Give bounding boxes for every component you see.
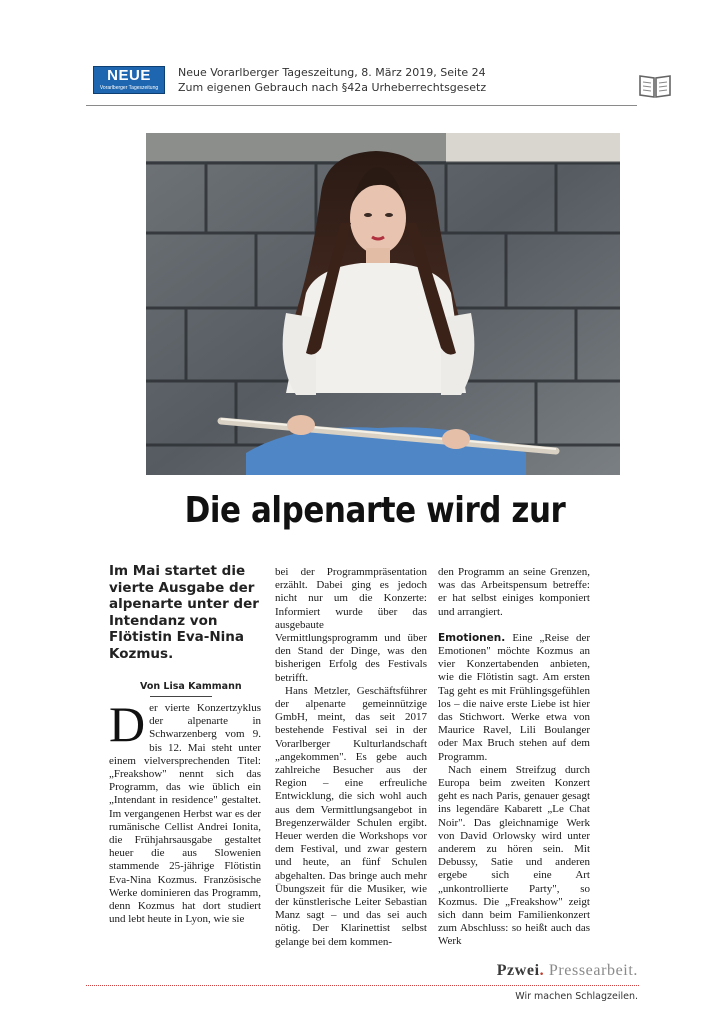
agency-slogan: Wir machen Schlagzeilen.	[515, 991, 638, 1002]
article-lead: Im Mai startet die vierte Ausgabe der alpenarte unter der Intendanz von Flötistin Eva-Nina Kozmus.	[109, 563, 259, 662]
column-2-paragraph-2: Hans Metzler, Geschäftsführer der alpenarte gemeinnützige GmbH, meint, das seit 2017 bestehende Festival sei in der Vorarlberger Kulturlandschaft „angekommen". Es gebe auch zahlreiche Besucher aus der Region – eine erfreuliche Entwicklung, die sich wohl auch aus dem Vermittlungsangebot in Bregenzerwälder Schulen ergibt. Heuer werden die Workshops vor dem Festival, und zwar gestern und heute, an fünf Schulen abgehalten. Das bringe auch mehr Übungszeit für die Musiker, wie der künstlerische Leiter Sebastian Manz sagt – und das sei auch nötig. Der Klarinettist selbst gelange bei dem kommen-	[275, 684, 427, 948]
article-headline: Die alpenarte wird zur	[184, 490, 566, 531]
article-byline: Von Lisa Kammann	[140, 681, 242, 692]
brand-suffix: Pressearbeit.	[544, 962, 638, 979]
footer-divider	[86, 985, 639, 986]
column-3-paragraph-1: den Programm an seine Grenzen, was das Arbeitspensum betreffe: er hat selbst einiges komponiert und arrangiert.	[438, 566, 590, 618]
header-divider	[86, 105, 637, 106]
column-2-paragraph-1: bei der Programmpräsentation erzählt. Dabei ging es jedoch nicht nur um die Konzerte: Informiert wurde über das ausgebaute Vermittlungsprogramm und über den Stand der Dinge, was den bisherigen Erfolg des Festivals betrifft.	[275, 566, 427, 684]
open-book-icon[interactable]	[638, 73, 672, 104]
column-1-text: er vierte Konzertzyklus der alpenarte in Schwarzenberg vom 9. bis 12. Mai steht unter einem vielversprechenden Titel: „Freakshow" nennt sich das Programm, das wie üblich ein „Intendant in residence" gestaltet. Im vergangenen Herbst war es der rumänische Cellist Andrei Ionita, die Frühjahrsausgabe gestaltet heuer die aus Slowenien stammende 25-jährige Flötistin Eva-Nina Kozmus. Französische Werke dominieren das Programm, denn Kozmus hat dort studiert und lebt heute in Lyon, wie sie	[109, 702, 261, 926]
article-body-column-1	[109, 696, 261, 926]
newspaper-logo	[93, 66, 165, 94]
logo-subtitle: Vorarlberger Tageszeitung	[99, 85, 159, 91]
column-3-paragraph-3: Nach einem Streifzug durch Europa beim zweiten Konzert geht es nach Paris, genauer gesagt ins legendäre Kabarett „Le Chat Noir". Das gleichnamige Werk von David Orlowsky wird unter anderem zu hören sein. Mit Debussy, Satie und anderen ergebe sich eine Art „unkontrollierte Party", so Kozmus. Die „Freakshow" zeigt sich dann beim Familienkonzert zum Abschluss: so heißt auch das Werk	[438, 763, 590, 948]
byline-divider	[150, 696, 212, 697]
agency-brand	[470, 962, 638, 980]
drop-cap: D	[109, 696, 146, 752]
rights-line: Zum eigenen Gebrauch nach §42a Urheberrechtsgesetz	[178, 81, 487, 94]
brand-name: Pzwei	[496, 962, 540, 979]
logo-title: NEUE	[107, 67, 151, 84]
article-body-column-3	[438, 566, 590, 949]
section-kicker: Emotionen.	[438, 631, 506, 644]
article-photo	[146, 133, 620, 475]
column-3-paragraph-2-text: Eine „Reise der Emotionen" möchte Kozmus an vier Konzertabenden anbieten, wie die Flötistin sagt. Am ersten Tag geht es mit Frühlingsgefühlen los – die naive erste Liebe ist hier das Stichwort. Werke etwa von Maurice Ravel, Lili Boulanger oder Max Bruch stehen auf dem Programm.	[438, 631, 590, 763]
article-body-column-2	[275, 566, 427, 949]
column-3-paragraph-2	[438, 632, 590, 764]
source-line: Neue Vorarlberger Tageszeitung, 8. März 2019, Seite 24	[178, 66, 486, 79]
brand-dot: .	[539, 962, 545, 979]
